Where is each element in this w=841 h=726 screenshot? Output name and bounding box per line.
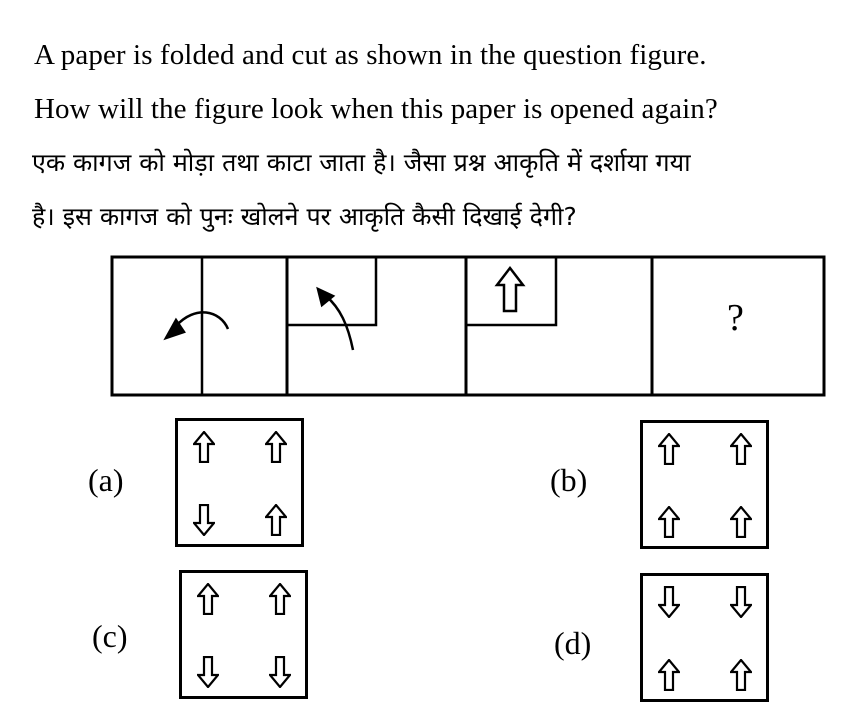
arrow-up-icon: [265, 431, 287, 463]
curved-arrow-left-icon: [166, 312, 228, 338]
option-d-figure[interactable]: [640, 573, 769, 702]
fig1-frame: [112, 257, 287, 395]
arrow-up-icon: [658, 659, 680, 691]
option-b-figure[interactable]: [640, 420, 769, 549]
question-line-hi-2: है। इस कागज को पुनः खोलने पर आकृति कैसी दिखाई देगी?: [32, 202, 577, 231]
arrow-up-icon: [658, 433, 680, 465]
arrow-up-icon: [730, 433, 752, 465]
arrow-up-icon: [730, 659, 752, 691]
curved-arrow-up-left-icon: [318, 289, 353, 350]
question-line-hi-1: एक कागज को मोड़ा तथा काटा जाता है। जैसा प्रश्न आकृति में दर्शाया गया: [32, 148, 691, 177]
arrow-up-icon: [658, 506, 680, 538]
question-line-en-1: A paper is folded and cut as shown in the question figure.: [34, 39, 707, 71]
arrow-up-icon: [197, 583, 219, 615]
arrow-up-icon: [730, 506, 752, 538]
arrow-down-icon: [197, 656, 219, 688]
unknown-answer-mark: ?: [727, 297, 744, 339]
fig2-folded-quarter: [287, 257, 376, 325]
arrow-up-icon: [265, 504, 287, 536]
arrow-up-icon: [269, 583, 291, 615]
option-c-label[interactable]: (c): [92, 618, 128, 654]
arrow-down-icon: [730, 586, 752, 618]
option-a-label[interactable]: (a): [88, 462, 124, 498]
option-c-figure[interactable]: [179, 570, 308, 699]
option-a-figure[interactable]: [175, 418, 304, 547]
option-b-label[interactable]: (b): [550, 462, 588, 498]
question-line-en-2: How will the figure look when this paper is opened again?: [34, 93, 718, 125]
arrow-down-icon: [193, 504, 215, 536]
up-arrow-cut-icon: [497, 268, 523, 311]
arrow-down-icon: [269, 656, 291, 688]
arrow-up-icon: [193, 431, 215, 463]
arrow-down-icon: [658, 586, 680, 618]
option-d-label[interactable]: (d): [554, 625, 592, 661]
